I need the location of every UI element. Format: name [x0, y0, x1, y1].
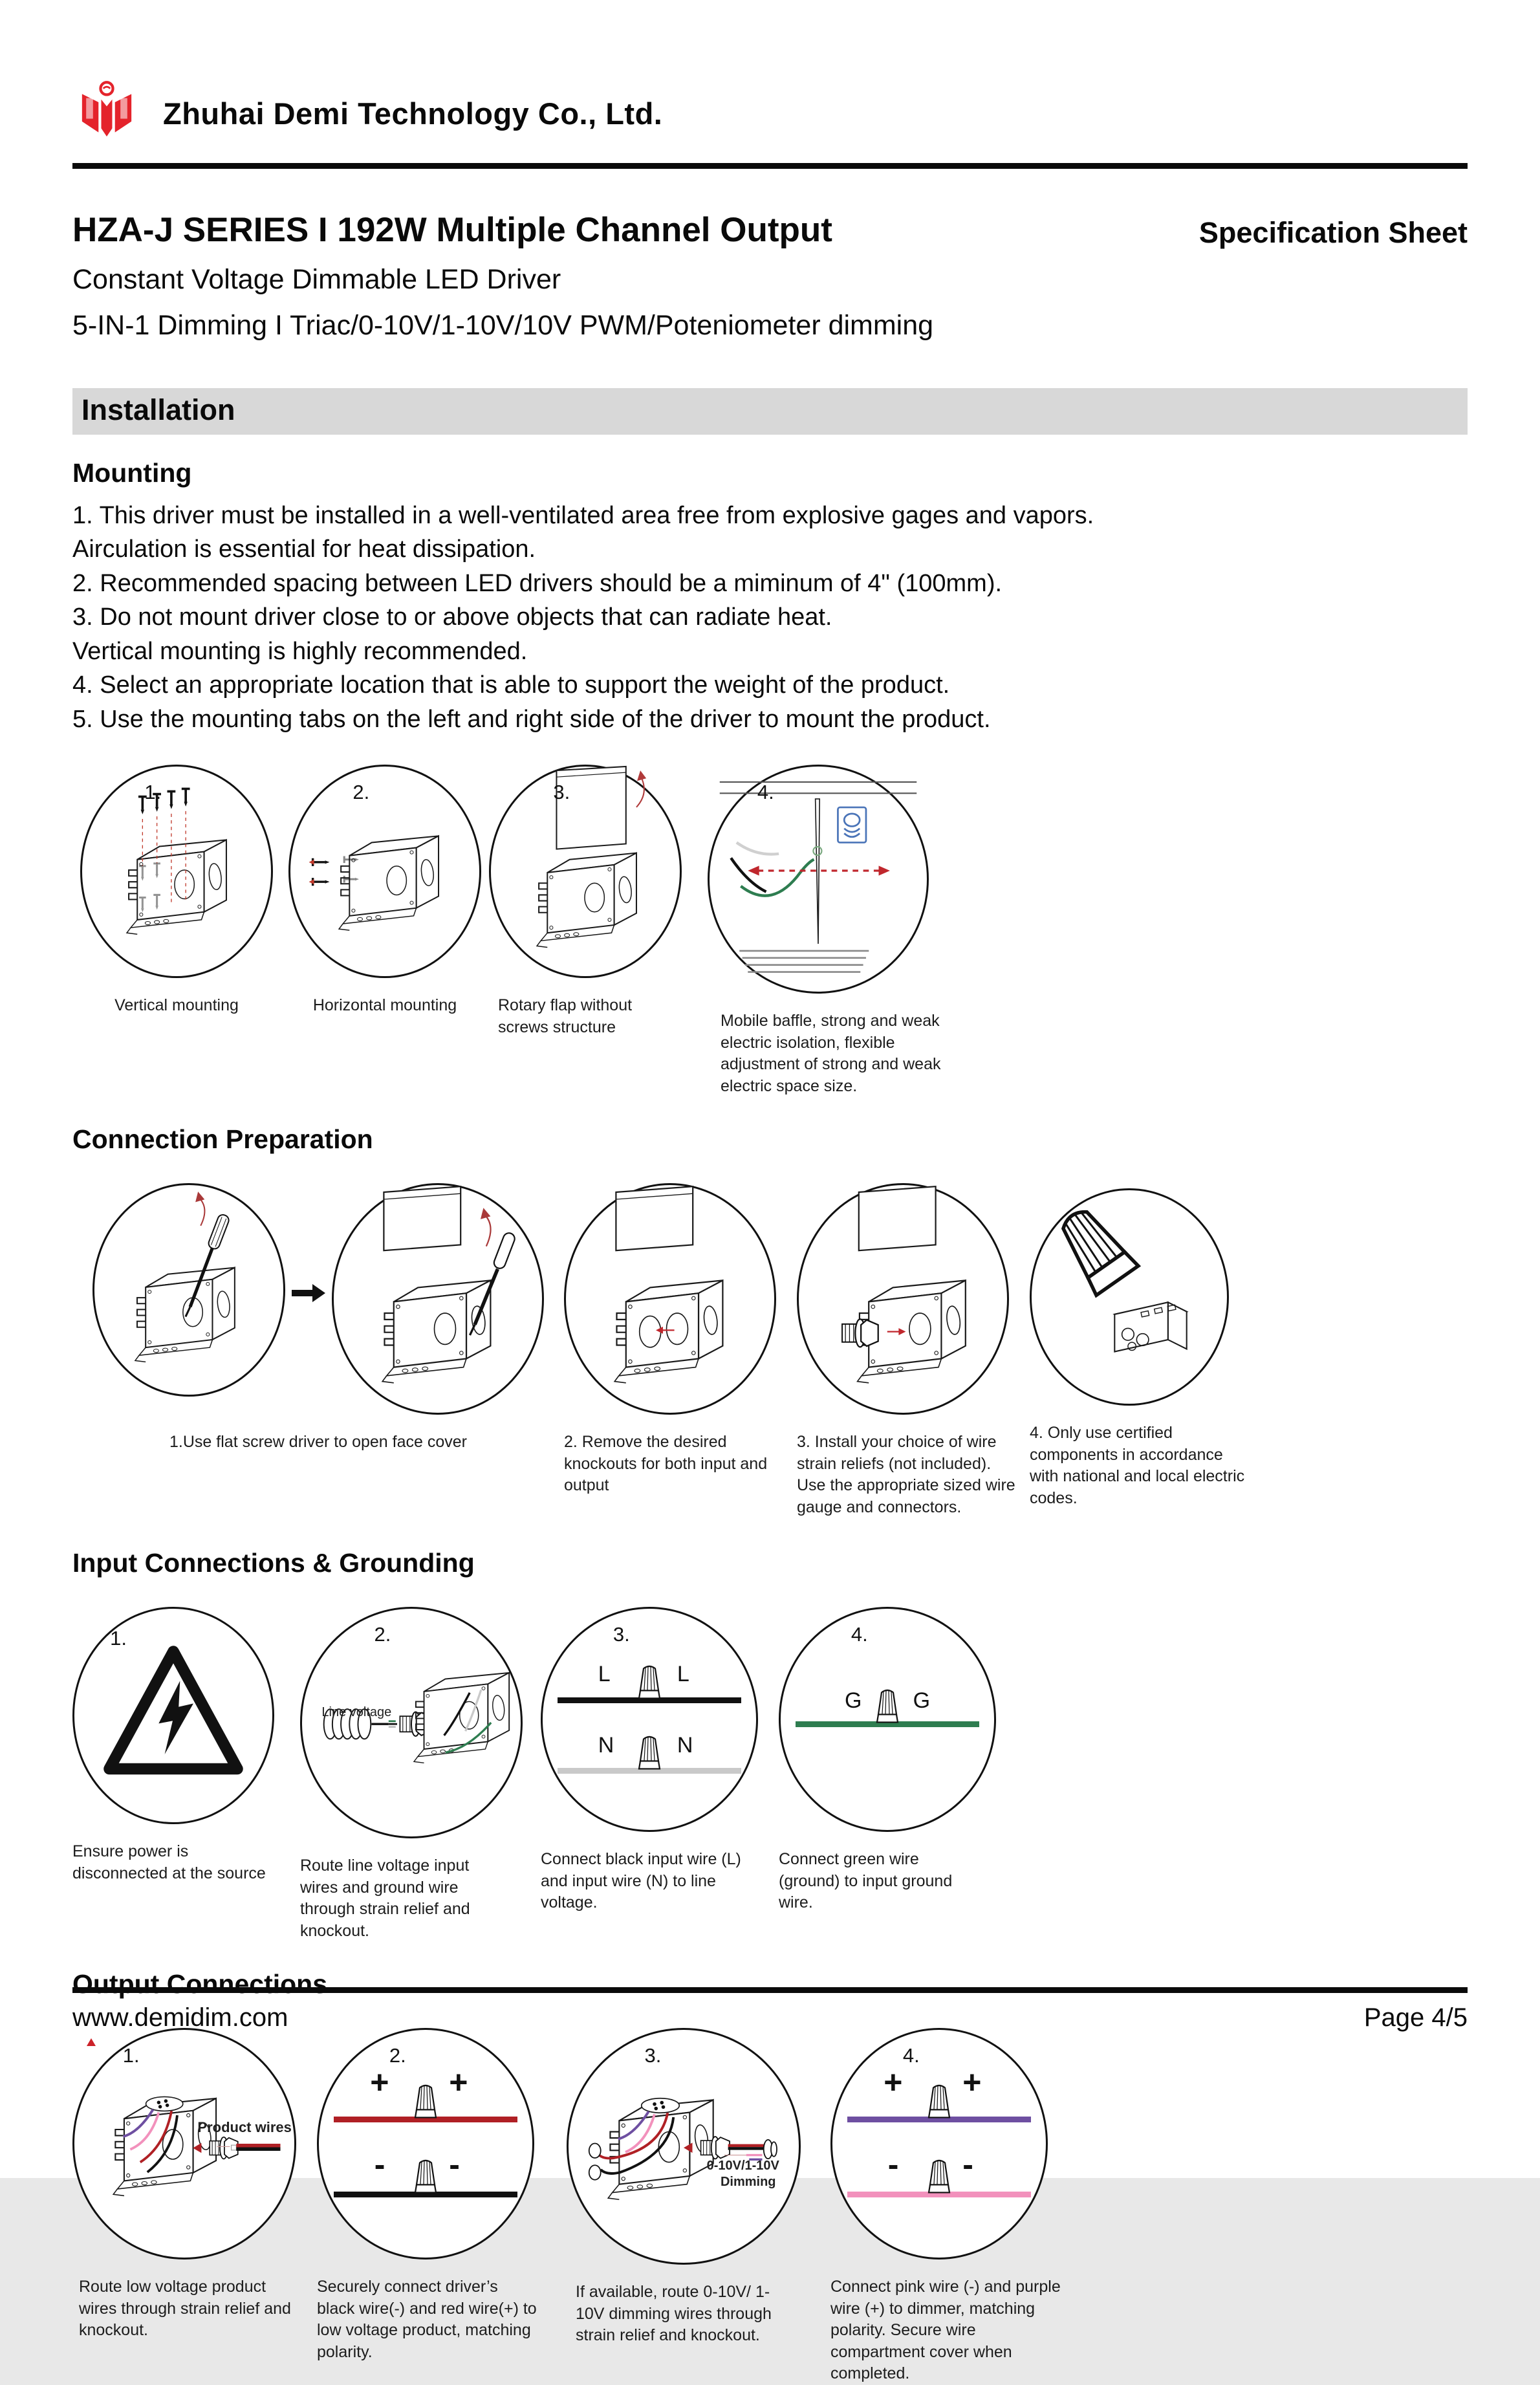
figure-caption: Connect green wire (ground) to input ground wire.	[779, 1850, 953, 1912]
footer-website: www.demidim.com	[72, 2003, 288, 2032]
plus-sign-left: +	[884, 2064, 903, 2101]
figure-caption: Route low voltage product wires through strain relief and knockout.	[79, 2278, 291, 2340]
dimming-label-line2: Dimming	[720, 2175, 776, 2190]
figure-number: 4.	[757, 781, 774, 804]
line-voltage-routing-illustration	[302, 1609, 521, 1836]
figure-number: 3.	[553, 781, 570, 804]
figure-caption: Route line voltage input wires and ground wire through strain relief and knockout.	[300, 1857, 470, 1940]
wire-label-N-right: N	[677, 1732, 693, 1758]
figure-circle	[288, 765, 481, 978]
strain-relief-illustration	[799, 1185, 1007, 1413]
output-figure-dimming-wires	[567, 2028, 830, 2347]
figure-caption: 4. Only use certified components in accordance with national and local electric codes.	[1030, 1424, 1245, 1507]
figure-number: 4.	[851, 1623, 868, 1646]
section-banner-installation: Installation	[72, 388, 1468, 435]
doc-type-label: Specification Sheet	[1198, 216, 1468, 249]
mounting-instructions	[72, 499, 1468, 736]
screwdriver-open-lid-illustration	[334, 1185, 542, 1413]
input-figure-ground-wire	[779, 1607, 1076, 1914]
dimming-wires-illustration	[569, 2030, 799, 2263]
instruction-line: Airculation is essential for heat dissipation.	[72, 536, 536, 563]
figure-number: 3.	[613, 1623, 630, 1646]
connection-preparation-row	[72, 1183, 1468, 1518]
output-connections-row	[72, 2028, 1468, 2385]
figure-circle	[797, 1183, 1009, 1415]
wire-nut-icon	[411, 2156, 440, 2196]
footer-page-number: Page 4/5	[1363, 2003, 1468, 2032]
subtitle-line-1: Constant Voltage Dimmable LED Driver	[72, 264, 561, 295]
instruction-line: 3. Do not mount driver close to or above objects that can radiate heat.	[72, 604, 832, 631]
instruction-line: 2. Recommended spacing between LED drivers should be a miminum of 4" (100mm).	[72, 569, 1003, 597]
wire-label-G-right: G	[913, 1688, 931, 1714]
instruction-line: 1. This driver must be installed in a well-ventilated area free from explosive gages and vapors.	[72, 502, 1094, 529]
figure-number: 3.	[644, 2044, 662, 2067]
title-block	[72, 210, 1468, 342]
prep-figure-knockouts	[564, 1183, 797, 1497]
figure-number: 1.	[122, 2044, 140, 2067]
figure-caption: Ensure power is disconnected at the source	[72, 1842, 266, 1882]
plus-sign-right: +	[962, 2064, 982, 2101]
company-name: Zhuhai Demi Technology Co., Ltd.	[163, 96, 663, 131]
output-connections-heading: Output Connections	[72, 1969, 328, 1999]
figure-number: 2.	[352, 781, 370, 804]
product-wires-label: Product wires	[197, 2119, 292, 2136]
wire-nut-icon	[924, 2156, 954, 2196]
knockouts-illustration	[566, 1185, 774, 1413]
plus-sign-right: +	[449, 2064, 468, 2101]
figure-circle	[80, 765, 273, 978]
wire-nut-icon	[873, 1686, 902, 1726]
figure-caption: 3. Install your choice of wire strain reliefs (not included). Use the appropriate sized wire gauge and connectors.	[797, 1433, 1015, 1516]
mounting-figures-row	[72, 765, 1468, 1097]
input-connections-row	[72, 1607, 1468, 1942]
mobile-baffle-illustration	[710, 767, 927, 992]
input-figure-warning	[72, 1607, 300, 1884]
output-figure-red-black	[317, 2028, 567, 2363]
wire-nut-icon	[634, 1662, 664, 1702]
wire-label-G-left: G	[845, 1688, 862, 1714]
wire-nut-terminal-illustration	[1032, 1190, 1227, 1404]
wire-label-L-left: L	[598, 1662, 611, 1687]
figure-caption: If available, route 0-10V/ 1-10V dimming wires through strain relief and knockout.	[576, 2283, 772, 2345]
mounting-figure-rotary-flap	[489, 765, 708, 1038]
figure-circle	[564, 1183, 776, 1415]
line-voltage-label: Line voltage	[321, 1704, 392, 1719]
instruction-line: 5. Use the mounting tabs on the left and right side of the driver to mount the product.	[72, 705, 991, 733]
figure-number: 1.	[144, 781, 162, 804]
next-step-arrow-icon	[285, 1280, 332, 1306]
figure-caption: Vertical mounting	[114, 996, 239, 1015]
wire-nut-icon	[924, 2081, 954, 2121]
figure-circle	[72, 2028, 296, 2260]
prep-figure-strain-relief	[797, 1183, 1030, 1518]
figure-caption: Securely connect driver’s black wire(-) and red wire(+) to low voltage product, matching polarity.	[317, 2278, 537, 2361]
minus-sign-right: -	[962, 2146, 973, 2183]
screwdriver-closed-box-illustration	[94, 1185, 283, 1395]
figure-number: 2.	[389, 2044, 406, 2067]
prep-figure-certified-components	[1030, 1183, 1250, 1509]
figure-number: 4.	[902, 2044, 920, 2067]
mounting-figure-vertical	[72, 765, 281, 1017]
figure-caption: 1.Use flat screw driver to open face cover	[169, 1433, 467, 1452]
mounting-heading: Mounting	[72, 458, 192, 488]
figure-circle	[708, 765, 929, 994]
figure-caption: Connect pink wire (-) and purple wire (+) to dimmer, matching polarity. Secure wire compartment cover when completed.	[830, 2278, 1061, 2383]
mounting-figure-horizontal	[281, 765, 489, 1017]
figure-circle	[92, 1183, 285, 1397]
wire-label-L-right: L	[677, 1662, 689, 1687]
product-wires-illustration	[74, 2030, 294, 2258]
prep-figure-open-cover	[72, 1183, 564, 1454]
plus-sign-left: +	[370, 2064, 389, 2101]
minus-sign-right: -	[449, 2146, 460, 2183]
wire-nut-icon	[634, 1733, 664, 1773]
figure-caption: Mobile baffle, strong and weak electric isolation, flexible adjustment of strong and weak electric space size.	[721, 1012, 941, 1095]
input-connections-heading: Input Connections & Grounding	[72, 1548, 475, 1578]
red-logo-mark-icon	[87, 2038, 96, 2046]
high-voltage-warning-icon	[74, 1609, 272, 1822]
figure-circle	[300, 1607, 523, 1838]
figure-circle	[317, 2028, 534, 2260]
output-figure-purple-pink	[830, 2028, 1134, 2385]
vertical-mounting-illustration	[82, 767, 271, 976]
isolation-mark-icon	[838, 807, 866, 842]
figure-circle	[489, 765, 682, 978]
figure-caption: Horizontal mounting	[312, 996, 457, 1015]
dimming-label-line1: 0-10V/1-10V	[706, 2159, 779, 2173]
footer	[72, 1987, 1468, 2032]
header	[72, 0, 1468, 169]
rotary-flap-illustration	[491, 767, 680, 976]
wire-label-N-left: N	[598, 1732, 614, 1758]
figure-caption: 2. Remove the desired knockouts for both input and output	[564, 1433, 768, 1495]
output-figure-product-wires	[72, 2028, 317, 2342]
figure-circle	[332, 1183, 544, 1415]
mounting-figure-baffle	[708, 765, 1044, 1097]
wire-nut-icon	[411, 2081, 440, 2121]
figure-caption: Connect black input wire (L) and input wire (N) to line voltage.	[541, 1850, 741, 1912]
figure-circle	[830, 2028, 1048, 2260]
connection-preparation-heading: Connection Preparation	[72, 1124, 373, 1155]
figure-circle	[1030, 1188, 1229, 1406]
figure-circle	[541, 1607, 758, 1832]
subtitle-line-2: 5-IN-1 Dimming I Triac/0-10V/1-10V/10V PWM/Poteniometer dimming	[72, 310, 934, 341]
instruction-line: Vertical mounting is highly recommended.	[72, 637, 528, 665]
figure-circle	[72, 1607, 274, 1824]
figure-caption: Rotary flap without screws structure	[498, 996, 633, 1036]
figure-circle	[567, 2028, 801, 2265]
minus-sign-left: -	[374, 2146, 385, 2183]
figure-number: 2.	[374, 1623, 391, 1646]
input-figure-route-line-voltage	[300, 1607, 541, 1942]
instruction-line: 4. Select an appropriate location that is able to support the weight of the product.	[72, 671, 950, 699]
minus-sign-left: -	[887, 2146, 899, 2183]
horizontal-mounting-illustration	[290, 767, 479, 976]
company-logo-icon	[72, 79, 141, 147]
page-title: HZA-J SERIES I 192W Multiple Channel Output	[72, 211, 832, 249]
figure-circle	[779, 1607, 996, 1832]
figure-number: 1.	[110, 1627, 127, 1650]
input-figure-l-n-wires	[541, 1607, 779, 1914]
